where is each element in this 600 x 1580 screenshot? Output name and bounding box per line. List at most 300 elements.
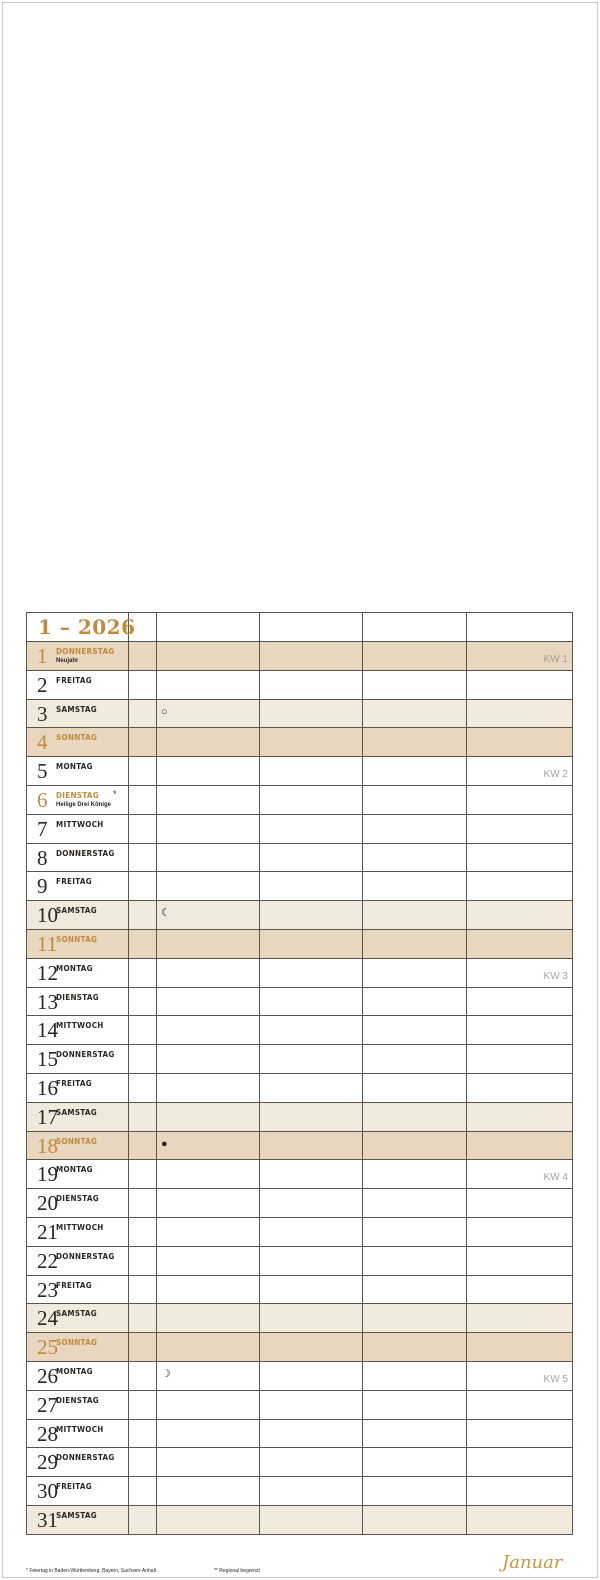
day-label-cell [27,1391,129,1419]
entry-cell[interactable] [260,757,363,785]
header-row [27,613,572,641]
entry-cell[interactable] [363,1391,467,1419]
day-number: 9 [37,874,48,899]
entry-cell[interactable] [260,1391,363,1419]
entry-cell[interactable] [363,786,467,814]
day-label-cell [27,1132,129,1160]
day-row [27,1332,572,1361]
entry-cell[interactable] [157,1074,260,1102]
entry-cell[interactable] [260,1304,363,1332]
entry-cell[interactable] [157,1362,260,1390]
header-cell [363,613,467,641]
day-row [27,1044,572,1073]
entry-cell[interactable] [467,1045,572,1073]
entry-cell[interactable] [157,671,260,699]
entry-cell[interactable] [157,728,260,756]
entry-cell[interactable] [467,1132,572,1160]
entry-cell[interactable] [260,1333,363,1361]
narrow-cell [129,1477,157,1505]
entry-cell[interactable] [260,700,363,728]
narrow-cell [129,1420,157,1448]
weekday-name: MONTAG [56,963,93,973]
entry-cell[interactable] [467,1304,572,1332]
entry-cell[interactable] [157,959,260,987]
entry-cell[interactable] [467,728,572,756]
weekday-name: DONNERSTAG [56,647,115,656]
weekday-name: DONNERSTAG [56,1050,115,1060]
day-number: 1 [37,644,48,668]
entry-cell[interactable] [260,642,363,670]
week-number: KW 4 [543,1172,568,1184]
day-label-cell [27,1420,129,1448]
entry-cell[interactable] [157,901,260,929]
entry-cell[interactable] [363,901,467,929]
entry-cell[interactable] [260,671,363,699]
entry-cell[interactable] [260,1276,363,1304]
day-number: 17 [37,1104,58,1129]
entry-cell[interactable] [467,1074,572,1102]
entry-cell[interactable] [467,671,572,699]
day-number: 23 [37,1277,58,1302]
entry-cell[interactable] [467,1016,572,1044]
narrow-cell [129,930,157,958]
day-number: 14 [37,1018,58,1043]
moon-phase-icon: ☽ [161,1367,171,1380]
weekday-name: SONNTAG [56,934,98,944]
weekday-name: FREITAG [56,1482,92,1492]
entry-cell[interactable] [467,959,572,987]
entry-cell[interactable] [363,1362,467,1390]
entry-cell[interactable] [467,1218,572,1246]
narrow-cell [129,815,157,843]
narrow-cell [129,1103,157,1131]
entry-cell[interactable] [157,642,260,670]
narrow-cell [129,1276,157,1304]
footnote-regional: ** Regional begrenzt [214,1568,260,1574]
day-row [27,1275,572,1304]
weekday-name: DIENSTAG [56,790,99,800]
day-number: 3 [37,701,48,726]
day-row [27,785,572,814]
weekday-name: SAMSTAG [56,1309,97,1319]
narrow-cell [129,1189,157,1217]
day-row [27,1073,572,1102]
narrow-cell [129,786,157,814]
entry-cell[interactable] [467,1448,572,1476]
weekday-name: MONTAG [56,1165,93,1175]
entry-cell[interactable] [363,642,467,670]
day-label-cell [27,1016,129,1044]
narrow-cell [129,1362,157,1390]
day-row [27,1505,572,1534]
entry-cell[interactable] [363,1477,467,1505]
entry-cell[interactable] [467,1362,572,1390]
entry-cell[interactable] [260,1506,363,1534]
weekday-name: MITTWOCH [56,1424,104,1434]
day-number: 7 [37,816,48,841]
entry-cell[interactable] [467,1189,572,1217]
day-number: 19 [37,1162,58,1187]
day-label-cell [27,930,129,958]
narrow-cell [129,1304,157,1332]
entry-cell[interactable] [467,988,572,1016]
day-number: 31 [37,1507,58,1532]
entry-cell[interactable] [467,1420,572,1448]
entry-cell[interactable] [363,1189,467,1217]
entry-cell[interactable] [363,930,467,958]
weekday-name: FREITAG [56,877,92,887]
weekday-name: MITTWOCH [56,819,104,829]
header-title-cell [27,613,136,641]
footnote-holiday-regions: * Feiertag in Baden-Württemberg, Bayern, Sachsen-Anhalt [26,1568,157,1574]
day-label-cell [27,815,129,843]
entry-cell[interactable] [363,1016,467,1044]
entry-cell[interactable] [363,1074,467,1102]
entry-cell[interactable] [260,1448,363,1476]
day-number: 6 [37,787,48,812]
entry-cell[interactable] [363,671,467,699]
day-label-cell [27,1045,129,1073]
day-row [27,843,572,872]
entry-cell[interactable] [363,1103,467,1131]
entry-cell[interactable] [363,872,467,900]
narrow-cell [129,1333,157,1361]
day-row [27,987,572,1016]
day-number: 26 [37,1363,58,1388]
entry-cell[interactable] [467,872,572,900]
entry-cell[interactable] [260,844,363,872]
entry-cell[interactable] [157,1189,260,1217]
day-row [27,727,572,756]
day-row [27,1361,572,1390]
entry-cell[interactable] [467,700,572,728]
entry-cell[interactable] [363,1333,467,1361]
entry-cell[interactable] [260,872,363,900]
day-label-cell [27,757,129,785]
day-row [27,871,572,900]
weekday-name: FREITAG [56,1078,92,1088]
entry-cell[interactable] [157,1132,260,1160]
narrow-cell [129,671,157,699]
entry-cell[interactable] [467,1247,572,1275]
entry-cell[interactable] [157,1391,260,1419]
entry-cell[interactable] [363,844,467,872]
entry-cell[interactable] [157,1304,260,1332]
narrow-cell [129,1448,157,1476]
day-row [27,641,572,670]
entry-cell[interactable] [467,642,572,670]
day-row [27,929,572,958]
entry-cell[interactable] [363,757,467,785]
entry-cell[interactable] [467,1276,572,1304]
moon-phase-icon: ☾ [161,907,171,920]
entry-cell[interactable] [260,1132,363,1160]
narrow-cell [129,1160,157,1188]
entry-cell[interactable] [260,728,363,756]
day-number: 21 [37,1219,58,1244]
day-number: 11 [37,931,58,956]
day-label-cell [27,901,129,929]
day-label-cell [27,1477,129,1505]
narrow-cell [129,844,157,872]
entry-cell[interactable] [467,815,572,843]
day-number: 28 [37,1421,58,1446]
week-number: KW 1 [543,654,568,665]
day-label-cell [27,1276,129,1304]
day-label-cell [27,1218,129,1246]
day-label-cell [27,1333,129,1361]
entry-cell[interactable] [363,700,467,728]
day-row [27,958,572,987]
narrow-cell [129,988,157,1016]
day-row [27,1015,572,1044]
entry-cell[interactable] [363,1247,467,1275]
entry-cell[interactable] [260,959,363,987]
day-number: 27 [37,1392,58,1417]
calendar-table [26,612,573,1580]
entry-cell[interactable] [157,988,260,1016]
entry-cell[interactable] [363,1132,467,1160]
narrow-cell [129,700,157,728]
day-label-cell [27,844,129,872]
day-label-cell [27,1074,129,1102]
weekday-name: MITTWOCH [56,1021,104,1031]
weekday-name: MITTWOCH [56,1222,104,1232]
entry-cell[interactable] [467,757,572,785]
entry-cell[interactable] [260,988,363,1016]
entry-cell[interactable] [467,930,572,958]
entry-cell[interactable] [467,786,572,814]
day-number: 2 [37,672,48,697]
entry-cell[interactable] [363,1304,467,1332]
header-cell [157,613,260,641]
day-label-cell [27,700,129,728]
weekday-name: SONNTAG [56,733,98,743]
entry-cell[interactable] [467,1160,572,1188]
day-label-cell [27,1448,129,1476]
entry-cell[interactable] [467,1103,572,1131]
day-label-cell [27,786,129,814]
weekday-name: SAMSTAG [56,704,97,714]
weekday-name: MONTAG [56,762,93,772]
day-row [27,1303,572,1332]
day-number: 13 [37,989,58,1014]
entry-cell[interactable] [157,1016,260,1044]
day-number: 20 [37,1191,58,1216]
entry-cell[interactable] [467,844,572,872]
narrow-cell [129,901,157,929]
entry-cell[interactable] [157,872,260,900]
entry-cell[interactable] [363,988,467,1016]
weekday-name: DONNERSTAG [56,848,115,858]
entry-cell[interactable] [157,1103,260,1131]
entry-cell[interactable] [260,1160,363,1188]
entry-cell[interactable] [260,1362,363,1390]
entry-cell[interactable] [157,1506,260,1534]
weekday-name: MONTAG [56,1366,93,1376]
day-number: 16 [37,1075,58,1100]
day-label-cell [27,1247,129,1275]
moon-phase-icon: ● [161,1137,168,1150]
weekday-name: FREITAG [56,675,92,685]
entry-cell[interactable] [260,1477,363,1505]
narrow-cell [129,757,157,785]
day-row [27,670,572,699]
day-number: 29 [37,1450,58,1475]
narrow-cell [129,728,157,756]
entry-cell[interactable] [467,1477,572,1505]
entry-cell[interactable] [467,1391,572,1419]
day-label-cell [27,1362,129,1390]
week-number: KW 2 [543,769,568,781]
entry-cell[interactable] [157,1045,260,1073]
weekday-name: DIENSTAG [56,1395,99,1405]
entry-cell[interactable] [363,728,467,756]
day-label-cell [27,642,129,670]
day-number: 4 [37,730,48,755]
day-label-cell [27,1160,129,1188]
day-number: 10 [37,903,58,928]
day-row [27,1102,572,1131]
entry-cell[interactable] [157,1276,260,1304]
weekday-name: DONNERSTAG [56,1453,115,1463]
entry-cell[interactable] [260,930,363,958]
entry-cell[interactable] [157,1477,260,1505]
day-number: 15 [37,1047,58,1072]
entry-cell[interactable] [157,1218,260,1246]
day-row [27,1447,572,1476]
entry-cell[interactable] [260,1103,363,1131]
weekday-name: SAMSTAG [56,1107,97,1117]
day-number: 30 [37,1479,58,1504]
entry-cell[interactable] [260,786,363,814]
entry-cell[interactable] [363,959,467,987]
entry-cell[interactable] [157,930,260,958]
day-row [27,1390,572,1419]
day-label-cell [27,959,129,987]
entry-cell[interactable] [260,1247,363,1275]
day-number: 12 [37,960,58,985]
entry-cell[interactable] [157,844,260,872]
entry-cell[interactable] [363,1506,467,1534]
day-label-cell [27,1304,129,1332]
narrow-cell [129,1132,157,1160]
narrow-cell [129,1074,157,1102]
calendar-grid [26,612,573,1535]
month-label: Januar [502,1552,563,1573]
entry-cell[interactable] [467,901,572,929]
day-label-cell [27,872,129,900]
entry-cell[interactable] [260,1016,363,1044]
weekday-name: SONNTAG [56,1338,98,1348]
calendar-title: 1 – 2026 [38,615,136,639]
entry-cell[interactable] [260,1045,363,1073]
day-row [27,900,572,929]
moon-phase-icon: ○ [161,705,168,718]
holiday-label: Heilige Drei Könige [56,801,112,808]
day-label-cell [27,728,129,756]
day-label-cell [27,1506,129,1534]
day-row [27,1419,572,1448]
entry-cell[interactable] [260,1218,363,1246]
narrow-cell [129,1247,157,1275]
header-cell [467,613,572,641]
narrow-cell [129,1218,157,1246]
entry-cell[interactable] [157,815,260,843]
entry-cell[interactable] [157,1420,260,1448]
day-row [27,1217,572,1246]
day-row [27,1159,572,1188]
day-number: 5 [37,759,48,784]
week-number: KW 3 [543,970,568,982]
entry-cell[interactable] [363,1218,467,1246]
weekday-name: SONNTAG [56,1136,98,1146]
day-row [27,1188,572,1217]
day-number: 8 [37,845,48,870]
entry-cell[interactable] [260,1074,363,1102]
entry-cell[interactable] [260,901,363,929]
narrow-cell [129,1391,157,1419]
entry-cell[interactable] [157,1448,260,1476]
holiday-label: Neujahr [56,658,79,664]
entry-cell[interactable] [260,815,363,843]
day-label-cell [27,1103,129,1131]
entry-cell[interactable] [260,1189,363,1217]
narrow-cell [129,642,157,670]
entry-cell[interactable] [260,1420,363,1448]
narrow-cell [129,1016,157,1044]
header-cell [260,613,363,641]
weekday-name: FREITAG [56,1280,92,1290]
day-row [27,699,572,728]
entry-cell[interactable] [363,1045,467,1073]
week-number: KW 5 [543,1373,568,1385]
entry-cell[interactable] [363,1160,467,1188]
weekday-name: DIENSTAG [56,992,99,1002]
day-row [27,756,572,785]
day-number: 22 [37,1248,58,1273]
entry-cell[interactable] [157,1333,260,1361]
narrow-cell [129,872,157,900]
day-label-cell [27,1189,129,1217]
weekday-name: DONNERSTAG [56,1251,115,1261]
entry-cell[interactable] [363,1420,467,1448]
entry-cell[interactable] [467,1333,572,1361]
entry-cell[interactable] [363,1448,467,1476]
entry-cell[interactable] [467,1506,572,1534]
header-cell [129,613,157,641]
weekday-name: SAMSTAG [56,906,97,916]
day-number: 25 [37,1335,58,1360]
entry-cell[interactable] [157,700,260,728]
weekday-name: SAMSTAG [56,1510,97,1520]
narrow-cell [129,1045,157,1073]
day-row [27,814,572,843]
entry-cell[interactable] [363,1276,467,1304]
narrow-cell [129,959,157,987]
day-number: 24 [37,1306,58,1331]
holiday-marker: * [113,788,117,799]
entry-cell[interactable] [157,1160,260,1188]
entry-cell[interactable] [157,757,260,785]
day-row [27,1131,572,1160]
day-row [27,1476,572,1505]
entry-cell[interactable] [157,1247,260,1275]
entry-cell[interactable] [157,786,260,814]
day-label-cell [27,988,129,1016]
day-label-cell [27,671,129,699]
entry-cell[interactable] [363,815,467,843]
